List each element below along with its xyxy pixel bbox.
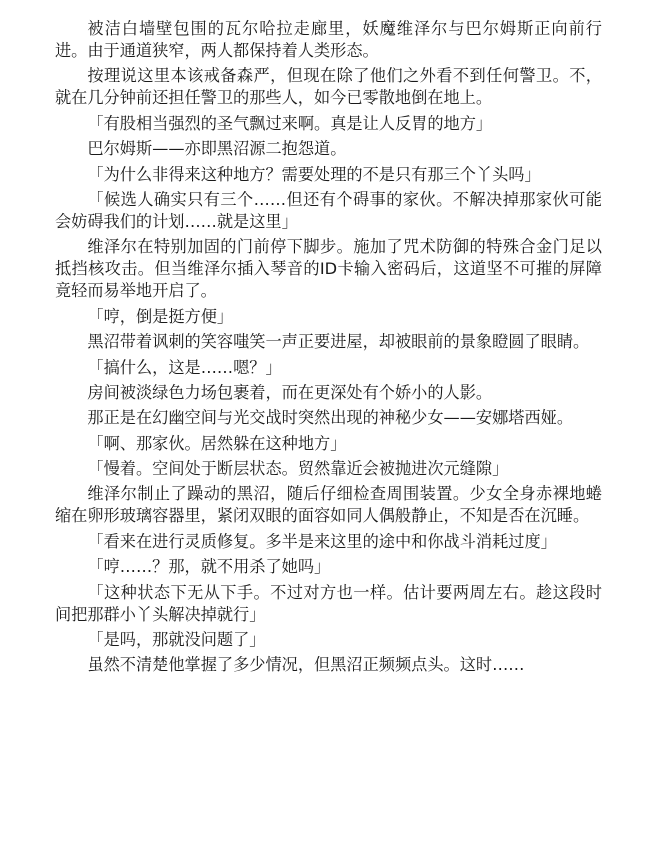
paragraph: 「哼，倒是挺方便」 bbox=[87, 306, 234, 326]
paragraph: 巴尔姆斯——亦即黑沼源二抱怨道。 bbox=[87, 139, 347, 159]
paragraph: 按理说这里本该戒备森严，但现在除了他们之外看不到任何警卫。不，就在几分钟前还担任警卫的那些人，如今已零散地倒在地上。 bbox=[55, 66, 602, 108]
paragraph: 「这种状态下无从下手。不过对方也一样。估计要两周左右。趁这段时间把那群小丫头解决掉就行」 bbox=[55, 582, 602, 624]
paragraph: 「候选人确实只有三个……但还有个碍事的家伙。不解决掉那家伙可能会妨碍我们的计划……就是这里」 bbox=[55, 189, 602, 231]
paragraph: 那正是在幻幽空间与光交战时突然出现的神秘少女——安娜塔西娅。 bbox=[87, 408, 574, 428]
text-body bbox=[55, 18, 602, 680]
paragraph: 「搞什么，这是……嗯？」 bbox=[87, 357, 282, 377]
paragraph: 维泽尔在特别加固的门前停下脚步。施加了咒术防御的特殊合金门足以抵挡核攻击。但当维泽尔插入琴音的ID卡输入密码后，这道坚不可摧的屏障竟轻而易举地开启了。 bbox=[55, 237, 602, 301]
paragraph: 「慢着。空间处于断层状态。贸然靠近会被抛进次元缝隙」 bbox=[87, 459, 509, 479]
paragraph: 维泽尔制止了躁动的黑沼，随后仔细检查周围装置。少女全身赤裸地蜷缩在卵形玻璃容器里，紧闭双眼的面容如同人偶般静止，不知是否在沉睡。 bbox=[55, 484, 602, 526]
paragraph: 「啊、那家伙。居然躲在这种地方」 bbox=[87, 433, 347, 453]
paragraph: 「是吗，那就没问题了」 bbox=[87, 630, 266, 650]
paragraph: 「有股相当强烈的圣气飘过来啊。真是让人反胃的地方」 bbox=[87, 113, 493, 133]
paragraph: 被洁白墙壁包围的瓦尔哈拉走廊里，妖魔维泽尔与巴尔姆斯正向前行进。由于通道狭窄，两人都保持着人类形态。 bbox=[55, 19, 602, 60]
paragraph: 黑沼带着讽刺的笑容嗤笑一声正要进屋，却被眼前的景象瞪圆了眼睛。 bbox=[87, 332, 590, 352]
paragraph: 「为什么非得来这种地方？需要处理的不是只有那三个丫头吗」 bbox=[87, 164, 541, 184]
paragraph: 虽然不清楚他掌握了多少情况，但黑沼正频频点头。这时…… bbox=[87, 655, 525, 675]
paragraph: 「哼……？那，就不用杀了她吗」 bbox=[87, 557, 331, 577]
paragraph: 「看来在进行灵质修复。多半是来这里的途中和你战斗消耗过度」 bbox=[87, 531, 557, 551]
paragraph: 房间被淡绿色力场包裹着，而在更深处有个娇小的人影。 bbox=[87, 382, 493, 402]
